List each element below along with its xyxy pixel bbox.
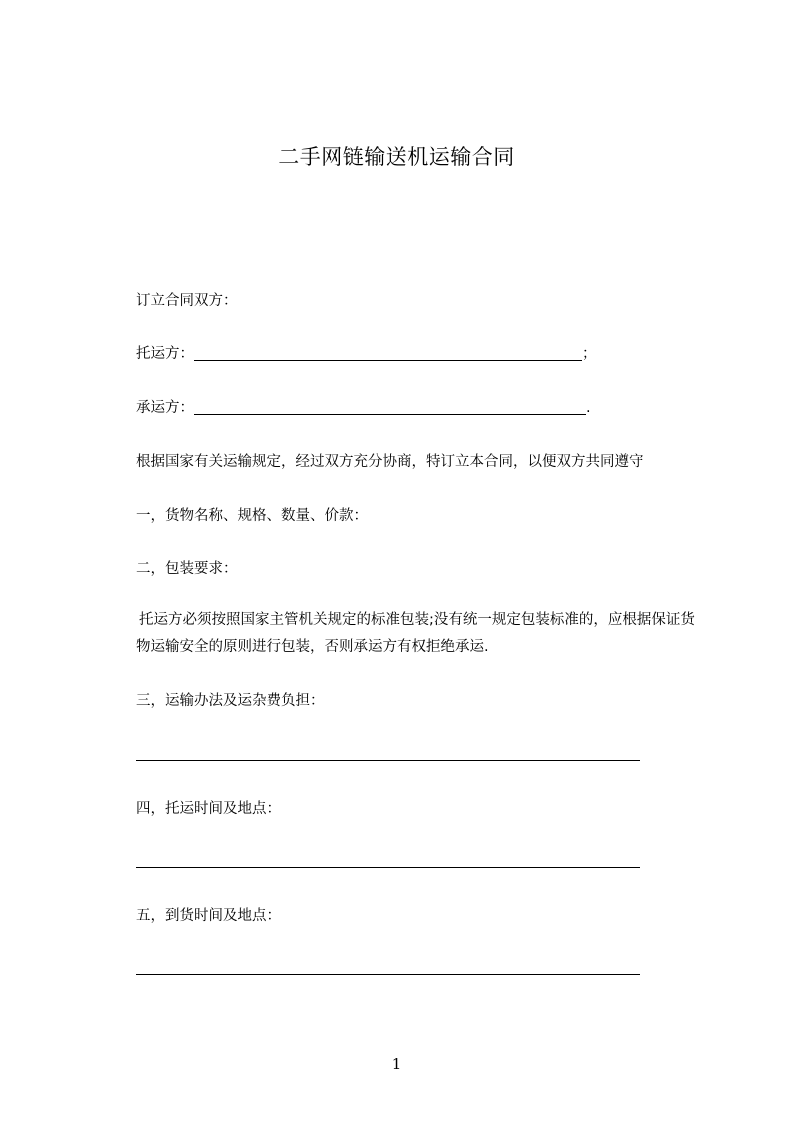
section-3-heading: 三，运输办法及运杂费负担： xyxy=(136,693,325,709)
document-title: 二手网链输送机运输合同 xyxy=(278,145,515,169)
shipper-label: 托运方： xyxy=(136,346,194,362)
section-2-body: 托运方必须按照国家主管机关规定的标准包装;没有统一规定包装标准的，应根据保证货物运输安全的原则进行包装，否则承运方有权拒绝承运. xyxy=(136,612,695,655)
intro-text: 根据国家有关运输规定，经过双方充分协商，特订立本合同，以便双方共同遵守 xyxy=(136,454,644,470)
parties-heading: 订立合同双方： xyxy=(136,293,238,309)
section-5-blank[interactable] xyxy=(136,974,640,975)
section-5-heading: 五，到货时间及地点： xyxy=(136,908,281,924)
section-2-heading: 二，包装要求： xyxy=(136,561,238,577)
carrier-label: 承运方： xyxy=(136,400,194,416)
section-1-heading: 一，货物名称、规格、数量、价款： xyxy=(136,508,368,524)
shipper-line xyxy=(136,343,597,365)
shipper-blank[interactable] xyxy=(194,346,582,361)
section-3-blank[interactable] xyxy=(136,760,640,761)
carrier-blank[interactable] xyxy=(194,400,586,415)
section-4-blank[interactable] xyxy=(136,867,640,868)
shipper-suffix: ； xyxy=(582,346,597,362)
carrier-suffix: . xyxy=(586,400,591,416)
carrier-line xyxy=(136,397,591,419)
section-4-heading: 四，托运时间及地点： xyxy=(136,801,281,817)
page-number: 1 xyxy=(391,1055,402,1073)
